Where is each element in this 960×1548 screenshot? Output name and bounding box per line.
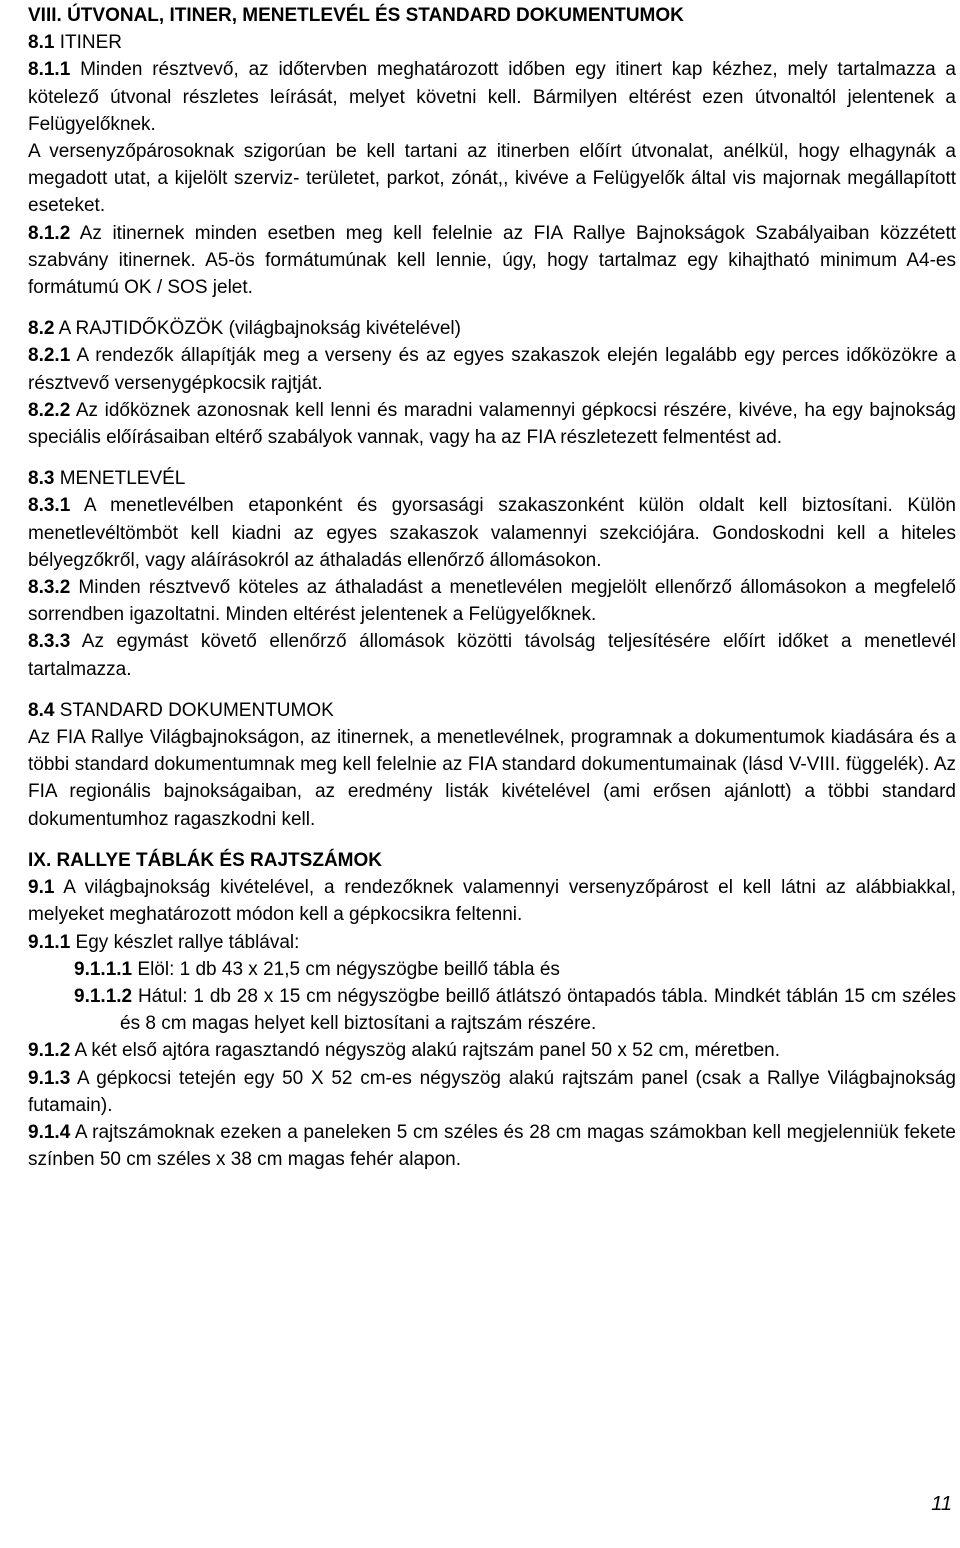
paragraph-8-2-1 <box>28 342 956 396</box>
paragraph-9-1-1-1 <box>74 956 956 983</box>
paragraph-text: Az itinernek minden esetben meg kell felelnie az FIA Rallye Bajnokságok Szabályaiban közzétett szabvány itinernek. A5-ös formátumúnak kell lennie, úgy, hogy tartalmaz egy kihajtható minimum A4-es formátumú OK / SOS jelet. <box>28 222 956 299</box>
paragraph-text: Egy készlet rallye táblával: <box>75 931 300 953</box>
paragraph-text: Minden résztvevő köteles az áthaladást a menetlevélen megjelölt ellenőrző állomásokon a megfelelő sorrendben igazoltatni. Minden eltérést jelentenek a Felügyelőknek. <box>28 577 957 626</box>
section-title: MENETLEVÉL <box>59 468 186 490</box>
paragraph-number: 9.1.4 <box>28 1121 71 1143</box>
paragraph-text: A menetlevélben etaponként és gyorsasági szakaszonként külön oldalt kell biztosítani. Külön menetlevéltömböt kell kiadni az egyes szakaszok valamennyi szekciójára. Gondoskodni kell a hiteles bélyegzőkről, vagy aláírásokról az áthaladás ellenőrző állomásokon. <box>28 495 956 571</box>
section-number: 8.2 <box>28 318 55 340</box>
page-number: 11 <box>931 1493 952 1515</box>
paragraph-8-3-2 <box>28 574 956 628</box>
paragraph-text: A világbajnokság kivételével, a rendezőknek valamennyi versenyzőpárost el kell látni az alábbiakkal, melyeket meghatározott módon kell a gépkocsikra feltenni. <box>28 877 956 926</box>
section-8-3-title <box>28 465 956 492</box>
paragraph-number: 8.1.1 <box>28 59 71 81</box>
section-number: 8.3 <box>28 468 55 490</box>
paragraph-number: 9.1.2 <box>28 1040 71 1062</box>
paragraph-text: A gépkocsi tetején egy 50 X 52 cm-es négyszög alakú rajtszám panel (csak a Rallye Világbajnokság futamain). <box>28 1067 956 1116</box>
paragraph-text: Az időköznek azonosnak kell lenni és maradni valamennyi gépkocsi részére, kivéve, ha egy bajnokság speciális előírásaiban eltérő szabályok vannak, vagy ha az FIA részletezett felmentést ad. <box>28 399 956 449</box>
paragraph-text: Minden résztvevő, az időtervben meghatározott időben egy itinert kap kézhez, mely tartalmazza a kötelező útvonal részletes leírását, melyet követni kell. Bármilyen eltérést ezen útvonaltól jelentenek a Felügyelőknek. <box>28 59 957 135</box>
paragraph-text: Hátul: 1 db 28 x 15 cm négyszögbe beillő átlátszó öntapadós tábla. Mindkét táblán 15 cm széles és 8 cm magas helyet kell biztosítani a rajtszám részére. <box>120 985 956 1035</box>
section-number: 8.4 <box>28 699 55 721</box>
paragraph-8-1-2 <box>28 220 956 302</box>
paragraph-number: 9.1.3 <box>28 1067 71 1089</box>
section-title: STANDARD DOKUMENTUMOK <box>59 699 334 721</box>
paragraph-number: 9.1.1.2 <box>74 985 133 1007</box>
paragraph-8-3-1 <box>28 492 956 574</box>
paragraph-number: 8.3.1 <box>28 495 71 517</box>
paragraph-8-1-1-continued: A versenyzőpárosoknak szigorúan be kell tartani az itinerben előírt útvonalat, anélkül, hogy elhagynák a megadott utat, a kijelölt szerviz- területet, parkot, zónát,, kivéve a Felügyelők által vis majornak megállapított eseteket. <box>28 141 956 217</box>
paragraph-8-4: Az FIA Rallye Világbajnokságon, az itinernek, a menetlevélnek, programnak a dokumentumok kiadására és a többi standard dokumentumnak meg kell felelnie az FIA standard dokumentumainak (lásd V-VIII. függelék). Az FIA regionális bajnokságaiban, az eredmény listák kivételével (ami erősen ajánlott) a többi standard dokumentumhoz ragaszkodni kell. <box>28 727 956 830</box>
paragraph-9-1-2 <box>28 1037 956 1064</box>
paragraph-number: 8.3.3 <box>28 631 71 653</box>
paragraph-9-1-3 <box>28 1065 956 1119</box>
paragraph-text: Az egymást követő ellenőrző állomások közötti távolság teljesítésére előírt időket a menetlevél tartalmazza. <box>28 631 956 680</box>
paragraph-text: A rendezők állapítják meg a verseny és az egyes szakaszok elején legalább egy perces időközökre a résztvevő versenygépkocsik rajtját. <box>28 345 956 394</box>
paragraph-text: A két első ajtóra ragasztandó négyszög alakú rajtszám panel 50 x 52 cm, méretben. <box>74 1040 781 1062</box>
section-8-1-title <box>28 29 956 56</box>
paragraph-9-1-1 <box>28 929 956 956</box>
paragraph-9-1 <box>28 874 956 928</box>
paragraph-number: 8.2.2 <box>28 399 71 421</box>
paragraph-8-3-3 <box>28 628 956 682</box>
paragraph-number: 8.1.2 <box>28 222 71 244</box>
section-title: ITINER <box>59 32 122 54</box>
paragraph-number: 8.3.2 <box>28 577 71 599</box>
section-8-4-title <box>28 697 956 724</box>
paragraph-number: 8.2.1 <box>28 345 71 367</box>
paragraph-8-2-2 <box>28 397 956 451</box>
section-title: A RAJTIDŐKÖZÖK (világbajnokság kivételével) <box>58 318 461 340</box>
chapter-9-heading: IX. RALLYE TÁBLÁK ÉS RAJTSZÁMOK <box>28 849 382 871</box>
paragraph-9-1-1-2 <box>74 983 956 1037</box>
paragraph-number: 9.1 <box>28 877 55 899</box>
paragraph-9-1-4 <box>28 1119 956 1173</box>
section-number: 8.1 <box>28 32 55 54</box>
paragraph-number: 9.1.1 <box>28 931 71 953</box>
paragraph-text: A rajtszámoknak ezeken a paneleken 5 cm széles és 28 cm magas számokban kell megjelenniük fekete színben 50 cm széles x 38 cm magas fehér alapon. <box>28 1121 956 1171</box>
paragraph-text: Elöl: 1 db 43 x 21,5 cm négyszögbe beillő tábla és <box>137 958 560 980</box>
document-page <box>28 2 956 1173</box>
chapter-8-heading: VIII. ÚTVONAL, ITINER, MENETLEVÉL ÉS STANDARD DOKUMENTUMOK <box>28 5 684 26</box>
paragraph-8-1-1 <box>28 56 956 138</box>
section-8-2-title <box>28 315 956 342</box>
paragraph-number: 9.1.1.1 <box>74 958 133 980</box>
